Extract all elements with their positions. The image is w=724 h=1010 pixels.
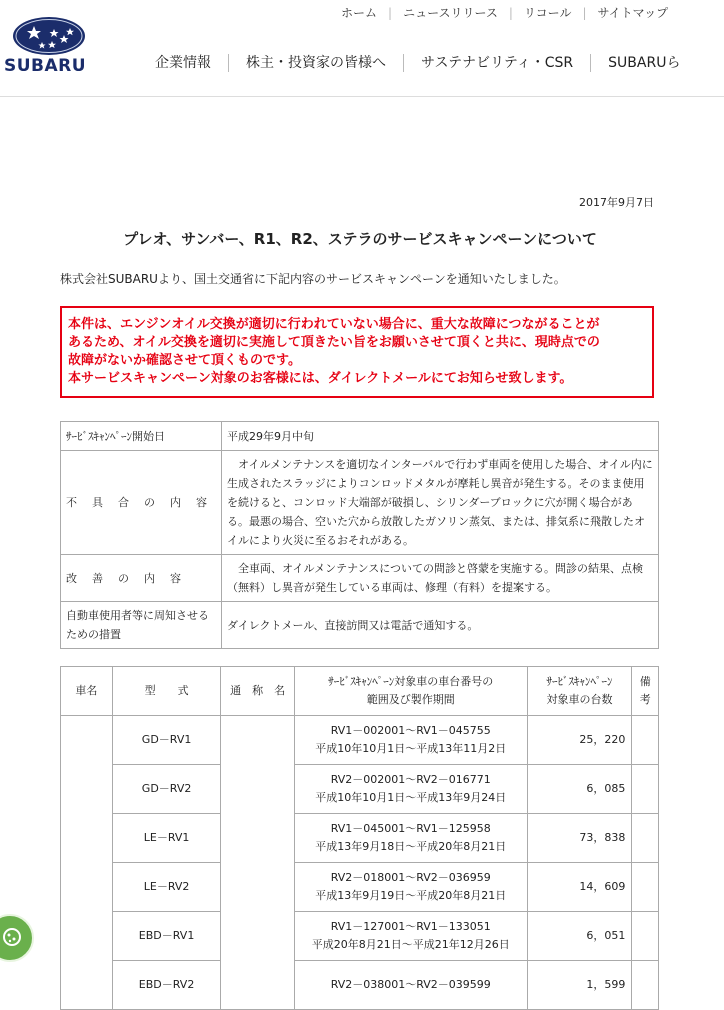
info-row [61, 422, 659, 451]
table-row [61, 814, 659, 863]
header-note [632, 667, 659, 716]
info-value: オイルメンテナンスを適切なインターバルで行わず車両を使用した場合、オイル内に生成されたスラッジによりコンロッドメタルが摩耗し異音が発生する。そのまま使用を続けると、コンロッド大端部が破損し、シリンダーブロックに穴が開く場合がある。最悪の場合、空いた穴から放散したガソリン蒸気、または、排気系に飛散したオイルにより火災に至るおそれがある。 [222, 451, 659, 555]
count-cell: 73，838 [527, 814, 632, 863]
info-key: ｻｰﾋﾞｽｷｬﾝﾍﾟｰﾝ開始日 [61, 422, 222, 451]
note-cell [632, 716, 659, 765]
campaign-info-table [60, 421, 659, 649]
info-value: 平成29年9月中旬 [222, 422, 659, 451]
header-count-line: 対象車の台数 [546, 693, 613, 706]
cookie-settings-button[interactable] [0, 914, 34, 962]
header-range [294, 667, 527, 716]
important-notice [60, 306, 654, 398]
note-cell [632, 814, 659, 863]
table-row [61, 765, 659, 814]
count-cell: 14，609 [527, 863, 632, 912]
range-cell [294, 765, 527, 814]
range-cell [294, 961, 527, 1010]
range-cell [294, 716, 527, 765]
range-text: RV2－018001～RV2－036959 [330, 871, 491, 884]
notice-line: 故障がないか確認させて頂くものです。 [68, 353, 301, 368]
info-value: 全車両、オイルメンテナンスについての問診と啓蒙を実施する。問診の結果、点検（無料）し異音が発生している車両は、修理（有料）を提案する。 [222, 555, 659, 602]
header-car-name: 車名 [61, 667, 113, 716]
info-row [61, 602, 659, 649]
notice-line: あるため、オイル交換を適切に実施して頂きたい旨をお願いさせて頂くと共に、現時点での [68, 335, 600, 350]
header-range-line: ｻｰﾋﾞｽｷｬﾝﾍﾟｰﾝ対象車の車台番号の [328, 675, 494, 688]
model-cell: LE－RV2 [112, 863, 221, 912]
range-text: RV1－045001～RV1－125958 [330, 822, 491, 835]
range-text: RV2－002001～RV2－016771 [330, 773, 491, 786]
note-cell [632, 765, 659, 814]
range-cell [294, 912, 527, 961]
cookie-settings-icon [2, 926, 22, 948]
header-count [527, 667, 632, 716]
notice-line: 本件は、エンジンオイル交換が適切に行われていない場合に、重大な故障につながることが [68, 317, 600, 332]
subaru-logo[interactable] [4, 14, 98, 76]
header-note-line: 考 [639, 693, 651, 706]
period-text: 平成10年10月1日～平成13年9月24日 [315, 791, 507, 804]
count-cell: 6，051 [527, 912, 632, 961]
nav-investors[interactable]: 株主・投資家の皆様へ [246, 55, 386, 71]
period-text: 平成10年10月1日～平成13年11月2日 [315, 742, 507, 755]
info-key: 改 善 の 内 容 [61, 555, 222, 602]
range-text: RV2－038001～RV2－039599 [330, 978, 491, 991]
global-nav [138, 52, 697, 72]
model-cell: LE－RV1 [112, 814, 221, 863]
site-header [0, 0, 724, 97]
nav-sustainability[interactable]: サステナビリティ・CSR [421, 55, 574, 71]
article-title: プレオ、サンバー、R1、R2、ステラのサービスキャンペーンについて [123, 230, 597, 248]
model-cell: GD－RV1 [112, 716, 221, 765]
count-cell: 25，220 [527, 716, 632, 765]
range-cell [294, 863, 527, 912]
nav-corporate[interactable]: 企業情報 [155, 55, 211, 71]
header-common-name: 通 称 名 [221, 667, 294, 716]
model-cell: GD－RV2 [112, 765, 221, 814]
model-cell: EBD－RV2 [112, 961, 221, 1010]
note-cell [632, 863, 659, 912]
note-cell [632, 912, 659, 961]
count-cell: 6，085 [527, 765, 632, 814]
table-row [61, 961, 659, 1010]
count-cell: 1，599 [527, 961, 632, 1010]
info-value: ダイレクトメール、直接訪問又は電話で通知する。 [222, 602, 659, 649]
info-key: 不 具 合 の 内 容 [61, 451, 222, 555]
article-date: 2017年9月7日 [579, 196, 654, 209]
info-row [61, 451, 659, 555]
logo-wordmark: SUBARU [4, 56, 87, 76]
model-cell: EBD－RV1 [112, 912, 221, 961]
util-link-home[interactable]: ホーム [341, 6, 378, 20]
note-cell [632, 961, 659, 1010]
vehicle-header-row [61, 667, 659, 716]
util-divider: | [388, 6, 393, 20]
subaru-pleiades-logo-icon [12, 16, 86, 56]
common-name-cell [221, 716, 294, 1010]
range-text: RV1－127001～RV1－133051 [330, 920, 491, 933]
range-cell [294, 814, 527, 863]
header-count-line: ｻｰﾋﾞｽｷｬﾝﾍﾟｰﾝ [546, 675, 613, 688]
vehicle-table [60, 666, 659, 1010]
util-divider: | [582, 6, 587, 20]
utility-nav [330, 4, 679, 21]
info-row [61, 555, 659, 602]
util-link-recall[interactable]: リコール [523, 6, 572, 20]
car-name-cell [61, 716, 113, 1010]
header-range-line: 範囲及び製作期間 [366, 693, 455, 706]
period-text: 平成13年9月18日～平成20年8月21日 [315, 840, 507, 853]
period-text: 平成20年8月21日～平成21年12月26日 [311, 938, 510, 951]
util-divider: | [508, 6, 513, 20]
period-text: 平成13年9月19日～平成20年8月21日 [315, 889, 507, 902]
notice-line: 本サービスキャンペーン対象のお客様には、ダイレクトメールにてお知らせ致します。 [68, 371, 573, 386]
header-note-line: 備 [639, 675, 651, 688]
table-row [61, 716, 659, 765]
table-row [61, 912, 659, 961]
header-model: 型 式 [112, 667, 221, 716]
range-text: RV1－002001～RV1－045755 [330, 724, 491, 737]
util-link-sitemap[interactable]: サイトマップ [597, 6, 669, 20]
info-key: 自動車使用者等に周知させるための措置 [61, 602, 222, 649]
table-row [61, 863, 659, 912]
util-link-news[interactable]: ニュースリリース [403, 6, 498, 20]
nav-subaru-more[interactable]: SUBARUら [608, 55, 681, 71]
article-intro: 株式会社SUBARUより、国土交通省に下記内容のサービスキャンペーンを通知いたしました。 [60, 272, 566, 286]
